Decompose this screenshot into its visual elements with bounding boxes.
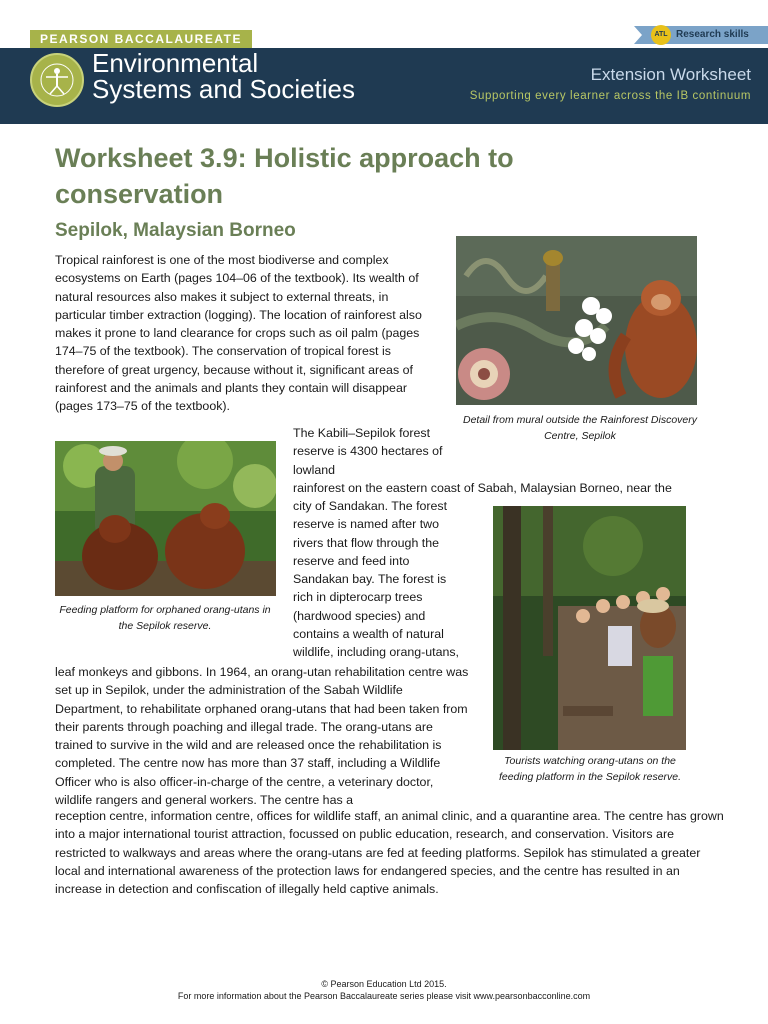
atl-badge-icon: ATL (651, 25, 671, 45)
tourists-caption: Tourists watching orang-utans on the feeding platform in the Sepilok reserve. (498, 755, 682, 783)
page-title: Worksheet 3.9: Holistic approach to conservation (55, 143, 514, 209)
footer-info-line: For more information about the Pearson Baccalaureate series please visit www.pearsonbacconline.com (177, 991, 591, 1001)
intro-paragraph: Tropical rainforest is one of the most biodiverse and complex ecosystems on Earth (pages 104–06 of the textbook). Its wealth of natural resources also makes it subject to external threats, in particular timber extraction (logging). The location of rainforest also makes it prone to land clearance for crops such as oil palm (pages 174–75 of the textbook). The conservation of tropical forest is therefore of great urgency, because without it, significant areas of rainforest and the animals and plants they contain will disappear (pages 173–75 of the textbook). (55, 253, 422, 414)
page-header (0, 0, 768, 124)
body-paragraph-part1: The Kabili–Sepilok forest reserve is 4300 hectares of lowland (293, 426, 443, 477)
tourists-photo (493, 506, 686, 750)
page-footer (0, 978, 768, 1002)
mural-caption: Detail from mural outside the Rainforest Discovery Centre, Sepilok (462, 414, 697, 442)
series-tag: PEARSON BACCALAUREATE (30, 30, 252, 48)
header-tagline: Supporting every learner across the IB continuum (469, 90, 751, 102)
body-paragraph-part5: reception centre, information centre, offices for wildlife staff, an animal clinic, and a quarantine area. The centre has grown into a major international tourist attraction, focussed on public education, research, and conservation. Visitors are restricted to walkways and areas where the orang-utans are fed at feeding platforms. Sepilok has stimulated a greater local and international awareness of the protection laws for endangered species, and the centre has resulted in an increase in detection and confiscation of illegally held captive animals. (55, 809, 724, 897)
feeding-platform-photo (55, 441, 276, 596)
ess-logo-icon (30, 53, 84, 107)
brand-title-line1: Environmental (92, 48, 259, 78)
sheet-type: Extension Worksheet (590, 65, 751, 84)
feeding-caption: Feeding platform for orphaned orang-utans in the Sepilok reserve. (59, 604, 271, 632)
brand-title (92, 50, 355, 102)
mural-photo (456, 236, 697, 405)
body-paragraph-part4: leaf monkeys and gibbons. In 1964, an orang-utan rehabilitation centre was set up in Sepilok, under the administration of the Sabah Wildlife Department, to rehabilitate orphaned orang-utans that had been taken from their parents through poaching and illegal trade. The orang-utans are trained to survive in the wild and are released once the rehabilitation is completed. The centre now has more than 37 staff, including a Wildlife Officer who is also officer-in-charge of the centre, a veterinary doctor, wildlife rangers and general workers. The centre has a (55, 665, 469, 808)
section-subtitle: Sepilok, Malaysian Borneo (55, 220, 296, 241)
body-paragraph-part2: rainforest on the eastern coast of Sabah, Malaysian Borneo, near the (293, 481, 672, 495)
body-paragraph-part3: city of Sandakan. The forest reserve is named after two rivers that flow through the reserve and feed into Sandakan bay. The forest is rich in dipterocarp trees (hardwood species) and contains a wealth of natural wildlife, including orang-utans, (293, 499, 459, 660)
atl-label: Research skills (676, 29, 749, 40)
copyright-line: © Pearson Education Ltd 2015. (321, 979, 447, 989)
brand-title-line2: Systems and Societies (92, 74, 356, 104)
